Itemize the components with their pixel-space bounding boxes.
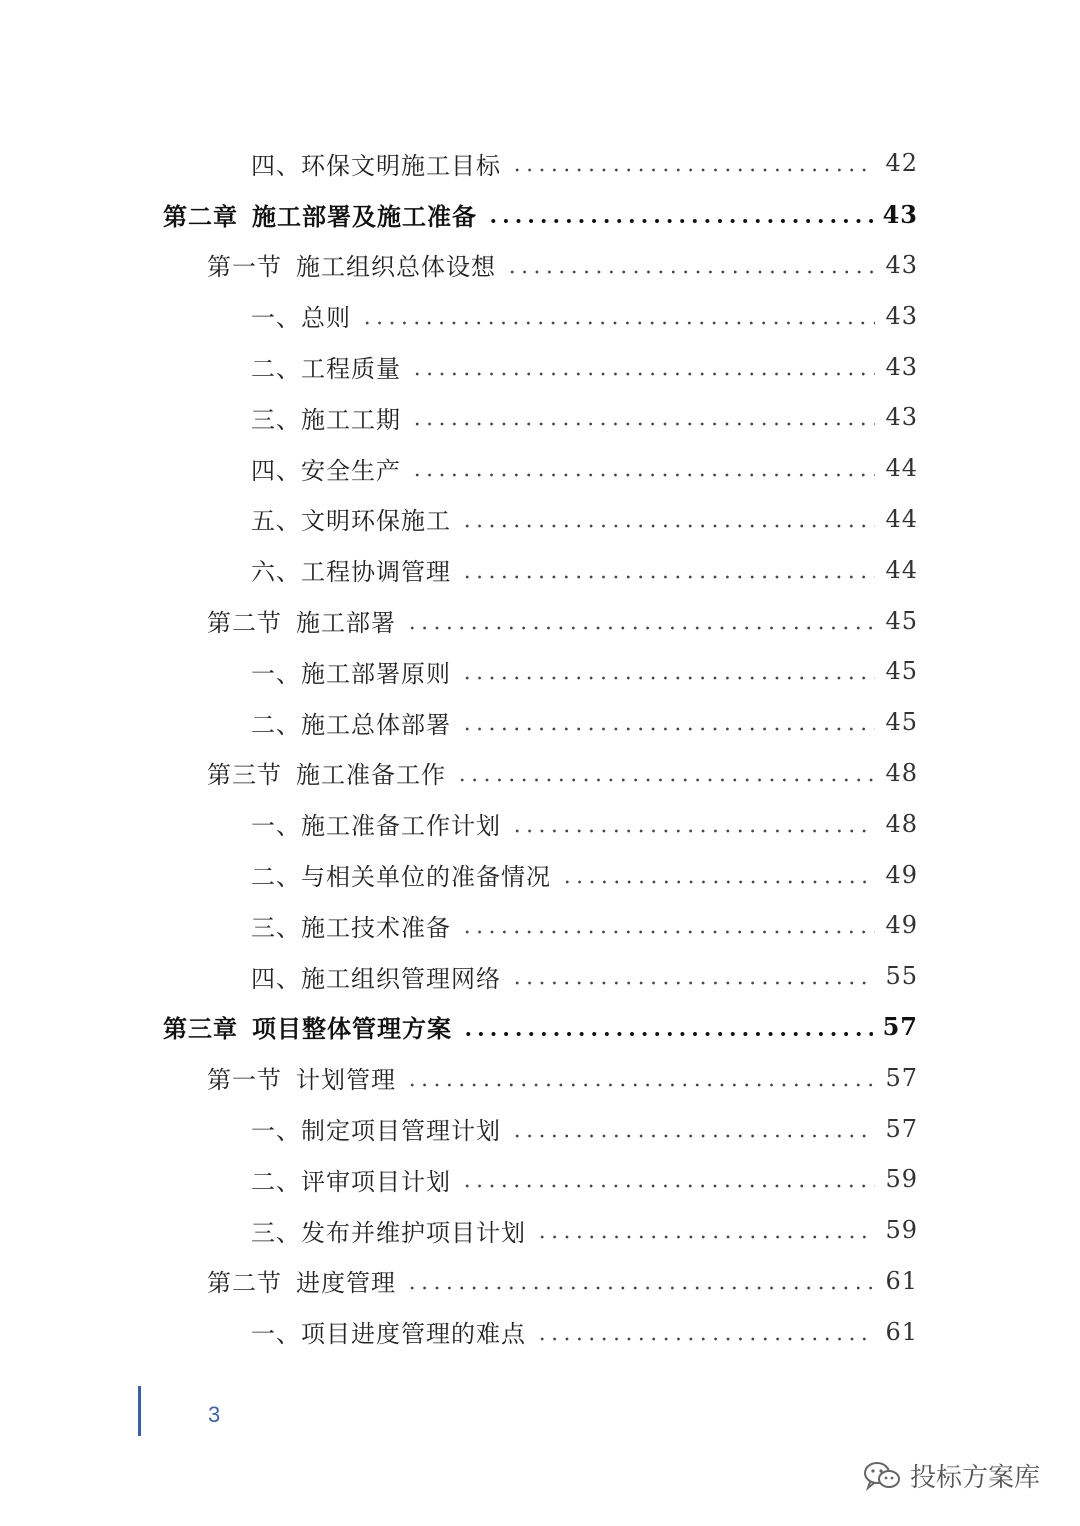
toc-entry[interactable] bbox=[0, 138, 1080, 189]
toc-entry-title: 施工组织总体设想 bbox=[296, 253, 496, 282]
toc-entry-page: 43 bbox=[882, 199, 918, 229]
toc-dot-leader bbox=[511, 167, 875, 173]
toc-entry-title: 环保文明施工目标 bbox=[301, 151, 501, 180]
toc-entry-page: 61 bbox=[885, 1317, 918, 1346]
toc-entry-number: 二、 bbox=[251, 863, 301, 892]
toc-entry-label bbox=[163, 1009, 452, 1044]
toc-entry-page: 48 bbox=[885, 809, 918, 838]
toc-entry-page: 44 bbox=[885, 504, 918, 533]
toc-entry-page: 59 bbox=[885, 1216, 918, 1245]
toc-entry-page: 48 bbox=[885, 758, 918, 787]
toc-entry-number: 一、 bbox=[251, 1320, 301, 1349]
toc-entry-title: 与相关单位的准备情况 bbox=[301, 863, 551, 892]
toc-entry[interactable] bbox=[0, 697, 1080, 748]
toc-entry-title: 文明环保施工 bbox=[301, 507, 451, 536]
toc-entry[interactable] bbox=[0, 1205, 1080, 1256]
toc-entry-label bbox=[251, 1213, 526, 1248]
toc-entry-title: 计划管理 bbox=[296, 1066, 396, 1095]
toc-entry-page: 57 bbox=[885, 1063, 918, 1092]
toc-entry-page: 44 bbox=[885, 454, 918, 483]
toc-dot-leader bbox=[506, 269, 875, 275]
toc-entry-number: 一、 bbox=[251, 659, 301, 688]
toc-entry-number: 第一节 bbox=[207, 253, 282, 282]
table-of-contents bbox=[0, 138, 1080, 1357]
toc-entry-label bbox=[251, 654, 451, 689]
toc-entry-number: 一、 bbox=[251, 1117, 301, 1146]
toc-entry-page: 44 bbox=[885, 555, 918, 584]
toc-entry-page: 43 bbox=[885, 403, 918, 432]
toc-dot-leader bbox=[511, 828, 875, 834]
toc-entry-title: 总则 bbox=[301, 304, 351, 333]
toc-entry[interactable] bbox=[0, 443, 1080, 494]
toc-entry-title: 安全生产 bbox=[301, 456, 401, 485]
toc-entry-label bbox=[251, 552, 451, 587]
toc-entry-label bbox=[251, 349, 401, 384]
toc-entry-number: 第二节 bbox=[207, 609, 282, 638]
page-number: 3 bbox=[208, 1402, 221, 1427]
toc-entry-page: 57 bbox=[882, 1012, 918, 1042]
toc-entry-number: 第二章 bbox=[163, 201, 238, 231]
toc-dot-leader bbox=[461, 726, 875, 732]
toc-entry-page: 45 bbox=[885, 708, 918, 737]
toc-entry[interactable] bbox=[0, 494, 1080, 545]
toc-dot-leader bbox=[461, 1183, 875, 1189]
toc-entry-title: 项目进度管理的难点 bbox=[301, 1320, 526, 1349]
toc-entry-page: 45 bbox=[885, 606, 918, 635]
toc-entry-title: 制定项目管理计划 bbox=[301, 1117, 501, 1146]
toc-entry-label bbox=[251, 146, 501, 181]
footer-accent-bar bbox=[138, 1386, 141, 1436]
toc-entry-page: 49 bbox=[885, 860, 918, 889]
toc-dot-leader bbox=[561, 879, 875, 885]
toc-entry-title: 施工组织管理网络 bbox=[301, 964, 501, 993]
toc-entry[interactable] bbox=[0, 595, 1080, 646]
toc-entry-number: 四、 bbox=[251, 964, 301, 993]
toc-entry-number: 五、 bbox=[251, 507, 301, 536]
toc-entry-page: 43 bbox=[885, 301, 918, 330]
toc-entry-page: 57 bbox=[885, 1114, 918, 1143]
toc-entry[interactable] bbox=[0, 951, 1080, 1002]
toc-entry-title: 施工总体部署 bbox=[301, 710, 451, 739]
toc-dot-leader bbox=[511, 980, 875, 986]
toc-entry-label bbox=[251, 806, 501, 841]
toc-entry-page: 43 bbox=[885, 250, 918, 279]
toc-entry-number: 二、 bbox=[251, 710, 301, 739]
toc-entry-title: 项目整体管理方案 bbox=[252, 1014, 452, 1044]
toc-entry-number: 三、 bbox=[251, 405, 301, 434]
toc-entry-label bbox=[251, 959, 501, 994]
toc-entry[interactable] bbox=[0, 1256, 1080, 1307]
toc-entry-number: 四、 bbox=[251, 151, 301, 180]
toc-dot-leader bbox=[411, 472, 875, 478]
toc-entry-label bbox=[207, 1263, 396, 1298]
toc-entry-label bbox=[251, 400, 401, 435]
toc-entry-number: 第三章 bbox=[163, 1014, 238, 1044]
toc-entry-title: 施工部署 bbox=[296, 609, 396, 638]
toc-entry-title: 工程质量 bbox=[301, 355, 401, 384]
toc-entry-title: 发布并维护项目计划 bbox=[301, 1218, 526, 1247]
toc-dot-leader bbox=[406, 1082, 875, 1088]
toc-entry-label bbox=[207, 247, 496, 282]
toc-entry-label bbox=[207, 1060, 396, 1095]
toc-entry[interactable] bbox=[0, 748, 1080, 799]
toc-dot-leader bbox=[511, 1133, 875, 1139]
toc-dot-leader bbox=[406, 1285, 875, 1291]
toc-entry[interactable] bbox=[0, 646, 1080, 697]
toc-entry-title: 施工准备工作计划 bbox=[301, 812, 501, 841]
toc-entry-number: 第三节 bbox=[207, 761, 282, 790]
toc-entry-title: 进度管理 bbox=[296, 1269, 396, 1298]
toc-entry-label bbox=[251, 1314, 526, 1349]
toc-entry-label bbox=[251, 1111, 501, 1146]
toc-entry-number: 第二节 bbox=[207, 1269, 282, 1298]
toc-dot-leader bbox=[406, 625, 875, 631]
toc-entry[interactable] bbox=[0, 1306, 1080, 1357]
toc-dot-leader bbox=[411, 421, 875, 427]
toc-entry[interactable] bbox=[0, 341, 1080, 392]
toc-entry-label bbox=[251, 857, 551, 892]
toc-entry-title: 评审项目计划 bbox=[301, 1167, 451, 1196]
toc-entry-number: 二、 bbox=[251, 1167, 301, 1196]
toc-dot-leader bbox=[461, 574, 875, 580]
toc-entry[interactable] bbox=[0, 544, 1080, 595]
toc-entry-number: 六、 bbox=[251, 558, 301, 587]
toc-entry[interactable] bbox=[0, 1103, 1080, 1154]
toc-entry-label bbox=[251, 501, 451, 536]
toc-entry-label bbox=[251, 451, 401, 486]
toc-dot-leader bbox=[462, 1031, 873, 1037]
toc-dot-leader bbox=[461, 523, 875, 529]
toc-entry-title: 施工部署原则 bbox=[301, 659, 451, 688]
toc-dot-leader bbox=[487, 218, 873, 224]
toc-entry[interactable] bbox=[0, 798, 1080, 849]
toc-entry-label bbox=[163, 197, 477, 232]
toc-dot-leader bbox=[411, 371, 875, 377]
wechat-icon bbox=[862, 1460, 902, 1492]
toc-entry[interactable] bbox=[0, 189, 1080, 240]
toc-entry-title: 施工部署及施工准备 bbox=[252, 201, 477, 231]
toc-entry-page: 45 bbox=[885, 657, 918, 686]
toc-entry[interactable] bbox=[0, 290, 1080, 341]
toc-dot-leader bbox=[461, 929, 875, 935]
toc-dot-leader bbox=[536, 1234, 875, 1240]
toc-entry[interactable] bbox=[0, 392, 1080, 443]
toc-entry-number: 四、 bbox=[251, 456, 301, 485]
toc-entry-title: 工程协调管理 bbox=[301, 558, 451, 587]
toc-entry[interactable] bbox=[0, 240, 1080, 291]
toc-entry-page: 49 bbox=[885, 911, 918, 940]
toc-entry-label bbox=[251, 705, 451, 740]
toc-dot-leader bbox=[461, 675, 875, 681]
toc-entry[interactable] bbox=[0, 849, 1080, 900]
toc-dot-leader bbox=[456, 777, 875, 783]
watermark bbox=[862, 1457, 1040, 1494]
toc-entry-page: 43 bbox=[885, 352, 918, 381]
toc-entry-number: 第一节 bbox=[207, 1066, 282, 1095]
toc-dot-leader bbox=[361, 320, 875, 326]
toc-entry-page: 61 bbox=[885, 1266, 918, 1295]
toc-entry-page: 59 bbox=[885, 1165, 918, 1194]
toc-entry[interactable] bbox=[0, 900, 1080, 951]
toc-entry-number: 一、 bbox=[251, 304, 301, 333]
toc-entry[interactable] bbox=[0, 1154, 1080, 1205]
toc-entry-number: 一、 bbox=[251, 812, 301, 841]
toc-entry[interactable] bbox=[0, 1002, 1080, 1053]
toc-entry-page: 42 bbox=[885, 149, 918, 178]
toc-entry[interactable] bbox=[0, 1052, 1080, 1103]
toc-entry-title: 施工准备工作 bbox=[296, 761, 446, 790]
toc-entry-label bbox=[251, 908, 451, 943]
toc-entry-number: 三、 bbox=[251, 1218, 301, 1247]
toc-entry-label bbox=[251, 298, 351, 333]
toc-entry-label bbox=[207, 755, 446, 790]
toc-entry-page: 55 bbox=[885, 962, 918, 991]
watermark-text: 投标方案库 bbox=[910, 1463, 1041, 1493]
toc-entry-number: 三、 bbox=[251, 913, 301, 942]
toc-entry-label bbox=[207, 603, 396, 638]
toc-dot-leader bbox=[536, 1336, 875, 1342]
toc-entry-label bbox=[251, 1162, 451, 1197]
toc-entry-title: 施工工期 bbox=[301, 405, 401, 434]
toc-entry-number: 二、 bbox=[251, 355, 301, 384]
toc-entry-title: 施工技术准备 bbox=[301, 913, 451, 942]
